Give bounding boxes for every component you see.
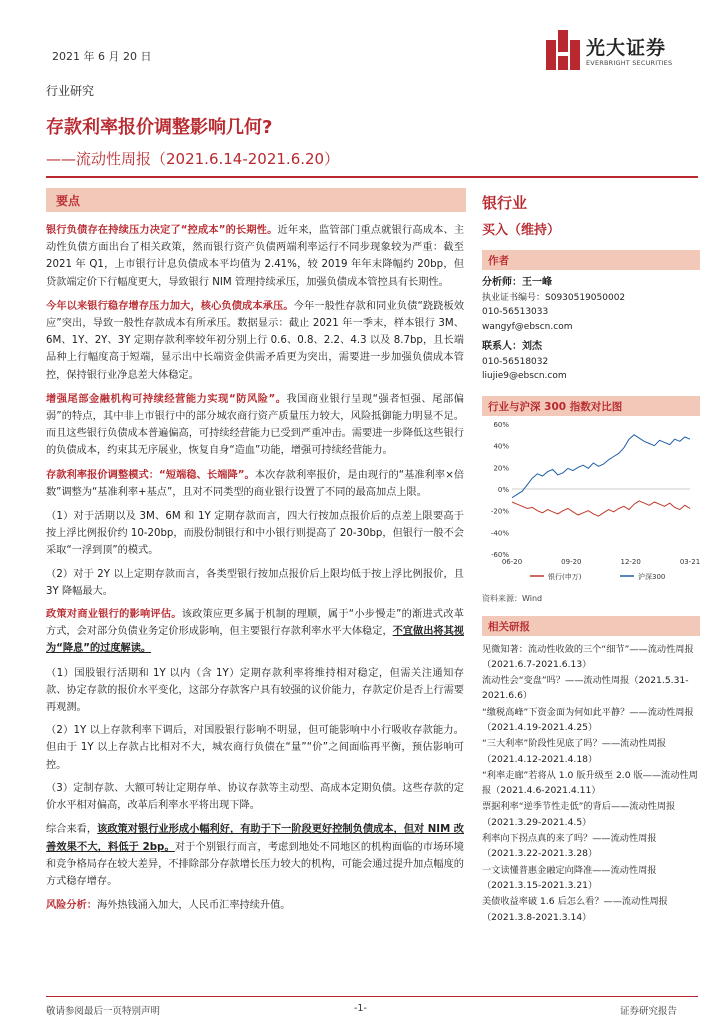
paragraph-text: 该政策应更多属于机制的理顺，属于“小步慢走”的渐进式改革方式，会对部分负债业务定价形成影响，但主要银行存款利率水平大体稳定，	[46, 609, 464, 638]
paragraph-lead: 今年以来银行稳存增存压力加大，核心负债成本承压。	[46, 300, 294, 312]
page-subtitle: ——流动性周报（2021.6.14-2021.6.20）	[46, 150, 340, 168]
industry-name: 银行业	[482, 194, 528, 212]
footer-disclaimer[interactable]: 敬请参阅最后一页特别声明	[46, 1006, 161, 1017]
analyst-phone: 010-56513033	[482, 307, 549, 317]
paragraph-text: （2）对于 2Y 以上定期存款而言，各类型银行按加点报价后上限均低于按上浮比例报价，且 3Y 降幅最大。	[46, 568, 464, 597]
paragraph-text: （2）1Y 以上存款利率下调后，对国股银行影响不明显，但可能影响中小行吸收存款能力。但由于 1Y 以上存款占比相对不大，城农商行负债在“量”“价”之间面临再平衡，预估影响可控。	[46, 725, 464, 771]
paragraph-emphasis: 该政策对银行业形成小幅利好，有助于下一阶段更好控制负债成本，但对 NIM 改善效果不大，料低于 2bp。	[46, 824, 464, 853]
report-date: 2021 年 6 月 20 日	[52, 50, 152, 63]
paragraph-lead: 增强尾部金融机构可持续经营能力实现“防风险”。	[46, 393, 287, 405]
chart-heading: 行业与沪深 300 指数对比图	[488, 400, 623, 413]
chart-svg	[482, 416, 700, 591]
paragraph	[46, 222, 464, 291]
related-report-link[interactable]: 利率向下拐点真的来了吗？——流动性周报（2021.3.22-2021.3.28）	[482, 833, 657, 860]
paragraph-emphasis: 不宜做出将其视为“降息”的过度解读。	[46, 626, 464, 655]
paragraph-lead: 存款利率报价调整模式：“短端稳、长端降”。	[46, 469, 255, 481]
paragraph-text: 综合来看，	[46, 824, 98, 836]
paragraph-text: （3）定制存款、大额可转让定期存单、协议存款等主动型、高成本定期负债。这些存款的定价水平相对偏高，改革后利率水平将出现下降。	[46, 782, 464, 812]
paragraph	[46, 780, 464, 814]
related-report-link[interactable]: “利率走廊”若将从 1.0 版升级至 2.0 版——流动性周报（2021.4.6-2021.4.11）	[482, 769, 698, 797]
paragraph-lead: 政策对商业银行的影响评估。	[46, 609, 182, 621]
paragraph	[46, 821, 464, 890]
paragraph	[46, 508, 464, 560]
y-tick-label: -40%	[490, 528, 509, 537]
paragraph-text: 对于个别银行而言，考虑到地处不同地区的机构面临的市场环境和竞争格局存在较大差异，不排除部分存款增长压力较大的机构，可能会通过提升加点幅度的方式稳存增存。	[46, 841, 464, 887]
paragraph	[46, 298, 464, 384]
y-tick-label: 20%	[493, 463, 509, 472]
comparison-chart	[482, 416, 700, 591]
paragraph	[46, 897, 464, 914]
sidebar	[482, 192, 700, 926]
related-report-link[interactable]: 美债收益率破 1.6 后怎么看？——流动性周报（2021.3.8-2021.3.14）	[482, 896, 668, 923]
related-reports	[482, 642, 700, 925]
paragraph-lead: 风险分析：	[46, 900, 97, 912]
paragraph-text: 今年一般性存款和同业负债“跷跷板效应”突出，导致一般性存款成本有所承压。数据显示：截止 2021 年一季末，样本银行 3M、6M、1Y、2Y、3Y 定期存款利率较年初分别上行 0.6、0.8、2.2、4.3 以及 8.7bp，且长端品种上行幅度高于短端，显示出中长端资金供需矛盾更为突出，需要进一步加强负债成本管控，保持银行业净息差大体稳定。	[46, 300, 465, 381]
header-divider	[46, 176, 698, 178]
author-heading: 作者	[488, 255, 509, 267]
related-heading: 相关研报	[488, 620, 530, 633]
related-report-link[interactable]: “缴税高峰”下资金面为何如此平静？——流动性周报（2021.4.19-2021.4.25）	[482, 706, 694, 733]
chart-header	[482, 396, 700, 416]
series-line-bank	[512, 500, 690, 515]
related-report-link[interactable]: 一文读懂普惠金融定向降准——流动性周报（2021.3.15-2021.3.21）	[482, 864, 657, 891]
x-tick-label: 06-20	[501, 557, 523, 566]
contact-phone: 010-56518032	[482, 356, 549, 367]
key-points-label: 要点	[56, 194, 81, 208]
series-line-hs300	[512, 434, 690, 497]
related-report-link[interactable]: 票据利率“逆季节性走低”的背后——流动性周报（2021.3.29-2021.4.5）	[482, 801, 676, 828]
key-points-header	[46, 188, 466, 212]
paragraph-text: 我国商业银行呈现“强者恒强、尾部偏弱”的特点，其中非上市银行中的部分城农商行资产质量压力较大，风险抵御能力明显不足。而且这些银行负债成本普遍偏高，可持续经营能力已受到严重冲击。需要进一步降低这些银行的负债成本，约束其无序展业，恢复自身“造血”功能，增强可持续经营能力。	[46, 393, 464, 457]
company-logo	[546, 30, 696, 74]
related-report-link[interactable]: 见微知著：流动性收敛的三个“细节”——流动性周报（2021.6.7-2021.6.13）	[482, 643, 694, 670]
related-report-link[interactable]: “三大利率”阶段性见底了吗？——流动性周报（2021.4.12-2021.4.18）	[482, 738, 667, 765]
paragraph	[46, 606, 464, 658]
paragraph-text: 海外热钱涌入加大，人民币汇率持续升值。	[96, 900, 291, 912]
report-category: 行业研究	[46, 84, 95, 98]
contact-email[interactable]: liujie9@ebscn.com	[482, 371, 567, 381]
legend-label: 银行(申万)	[548, 572, 582, 581]
paragraph	[46, 467, 464, 501]
analyst-email[interactable]: wangyf@ebscn.com	[482, 321, 573, 332]
page-title: 存款利率报价调整影响几何?	[46, 117, 273, 138]
legend-label: 沪深300	[638, 572, 666, 581]
analyst-cert: 执业证书编号：S0930519050002	[482, 292, 626, 303]
analyst-name: 分析师：王一峰	[482, 277, 552, 288]
x-tick-label: 09-20	[561, 557, 582, 566]
y-tick-label: 40%	[493, 442, 509, 451]
y-tick-label: -60%	[490, 550, 509, 559]
key-points-body	[46, 222, 464, 921]
y-tick-label: 0%	[497, 485, 509, 494]
y-tick-label: -20%	[490, 507, 509, 516]
x-tick-label: 03-21	[679, 557, 700, 566]
related-report-link[interactable]: 流动性会“变盘”吗？——流动性周报（2021.5.31-2021.6.6）	[482, 675, 689, 702]
paragraph-text: 近年来，监管部门重点就银行高成本、主动性负债方面出台了相关政策，然而银行资产负债两端利率运行不同步现象较为严重：截至 2021 年 Q1，上市银行计息负债成本平均值为 2.41%，较 2019 年年末降幅约 20bp，但贷款端定价下行幅度更大，导致银行 NIM 管理持续承压，加强负债成本管控具有长期性。	[46, 225, 465, 288]
everbright-logo-icon	[546, 30, 580, 70]
contact-name: 联系人：刘杰	[482, 341, 542, 352]
related-header	[482, 616, 700, 636]
author-header	[482, 250, 700, 270]
paragraph-lead: 银行负债存在持续压力决定了“控成本”的长期性。	[46, 225, 278, 236]
paragraph	[46, 722, 464, 774]
paragraph	[46, 566, 464, 600]
logo-english: EVERBRIGHT SECURITIES	[586, 59, 673, 67]
paragraph	[46, 665, 464, 717]
author-info	[482, 276, 700, 384]
paragraph	[46, 391, 464, 460]
paragraph-text: （1）对于活期以及 3M、6M 和 1Y 定期存款而言，四大行按加点报价后的点差上限要高于按上浮比例报价约 10-20bp，而股份制银行和中小银行则提高了 20-30bp，但银行一般不会采取“一浮到顶”的模式。	[46, 511, 464, 557]
footer-divider	[46, 996, 698, 997]
rating: 买入（维持）	[482, 223, 561, 238]
paragraph-text: （1）国股银行活期和 1Y 以内（含 1Y）定期存款利率将维持相对稳定，但需关注通知存款、协定存款的报价水平变化，这部分存款客户具有较强的议价能力，存款定价是否上行需要再观测。	[46, 667, 464, 714]
footer-label: 证券研究报告	[620, 1006, 678, 1017]
page-number: -1-	[354, 1003, 367, 1014]
chart-source: 资料来源：Wind	[482, 593, 543, 603]
y-tick-label: 60%	[493, 420, 509, 429]
x-tick-label: 12-20	[620, 557, 641, 566]
logo-name: 光大证券	[586, 37, 667, 59]
paragraph-text: 本次存款利率报价，是由现行的“基准利率×倍数”调整为“基准利率+基点”，且对不同类型的商业银行设置了不同的最高加点上限。	[46, 469, 465, 498]
